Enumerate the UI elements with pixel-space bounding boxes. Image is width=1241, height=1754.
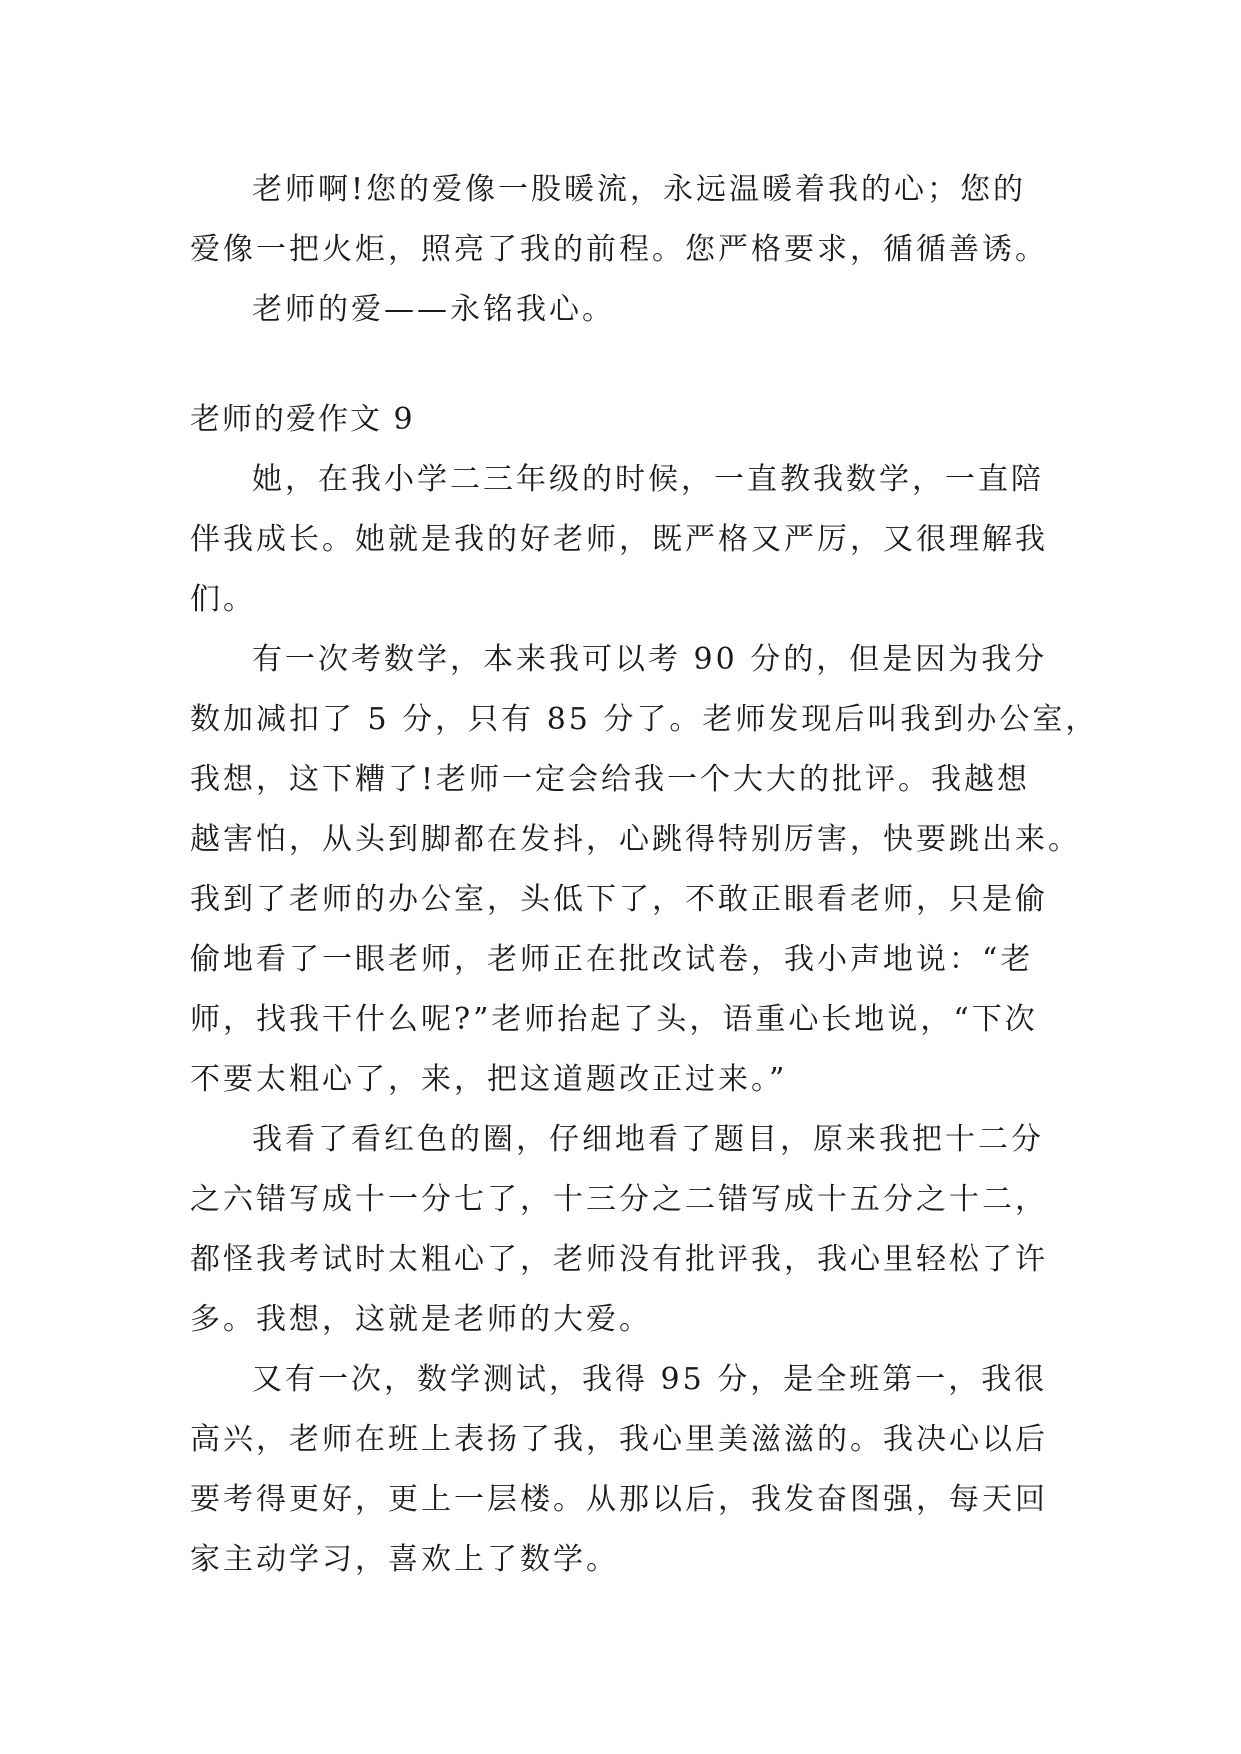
text-line: 我想，这下糟了!老师一定会给我一个大大的批评。我越想 [190, 762, 1031, 797]
text-line: 偷地看了一眼老师，老师正在批改试卷，我小声地说：“老 [190, 942, 1034, 977]
document-body [190, 160, 1099, 1590]
text-line: 数加减扣了 5 分，只有 85 分了。老师发现后叫我到办公室， [190, 702, 1099, 737]
paragraph-mistake [190, 1110, 1050, 1350]
text-line: 高兴，老师在班上表扬了我，我心里美滋滋的。我决心以后 [190, 1422, 1048, 1457]
text-line: 我到了老师的办公室，头低下了，不敢正眼看老师，只是偷 [190, 882, 1048, 917]
paragraph-teacher-love [190, 160, 1050, 280]
paragraph-praise [190, 1350, 1050, 1590]
text-line: 老师的爱——永铭我心。 [252, 292, 615, 327]
section-title: 老师的爱作文 9 [190, 402, 415, 437]
text-line: 越害怕，从头到脚都在发抖，心跳得特别厉害，快要跳出来。 [190, 822, 1081, 857]
text-line: 有一次考数学，本来我可以考 90 分的，但是因为我分 [252, 642, 1048, 677]
text-line: 家主动学习，喜欢上了数学。 [190, 1542, 619, 1577]
text-line: 不要太粗心了，来，把这道题改正过来。” [190, 1062, 788, 1097]
text-line: 老师啊!您的爱像一股暖流，永远温暖着我的心；您的 [252, 172, 1027, 207]
text-line: 她，在我小学二三年级的时候，一直教我数学，一直陪 [252, 462, 1044, 497]
text-line: 爱像一把火炬，照亮了我的前程。您严格要求，循循善诱。 [190, 232, 1048, 267]
text-line: 要考得更好，更上一层楼。从那以后，我发奋图强，每天回 [190, 1482, 1048, 1517]
text-line: 们。 [190, 582, 256, 617]
text-line: 又有一次，数学测试，我得 95 分，是全班第一，我很 [252, 1362, 1048, 1397]
text-line: 伴我成长。她就是我的好老师，既严格又严厉，又很理解我 [190, 522, 1048, 557]
text-line: 都怪我考试时太粗心了，老师没有批评我，我心里轻松了许 [190, 1242, 1048, 1277]
paragraph-intro [190, 450, 1050, 630]
text-line: 多。我想，这就是老师的大爱。 [190, 1302, 652, 1337]
text-line: 我看了看红色的圈，仔细地看了题目，原来我把十二分 [252, 1122, 1044, 1157]
paragraph-conclusion [190, 280, 1050, 340]
text-line: 之六错写成十一分七了，十三分之二错写成十五分之十二， [190, 1182, 1048, 1217]
paragraph-exam-story [190, 630, 1099, 1110]
text-line: 师，找我干什么呢?”老师抬起了头，语重心长地说，“下次 [190, 1002, 1038, 1037]
